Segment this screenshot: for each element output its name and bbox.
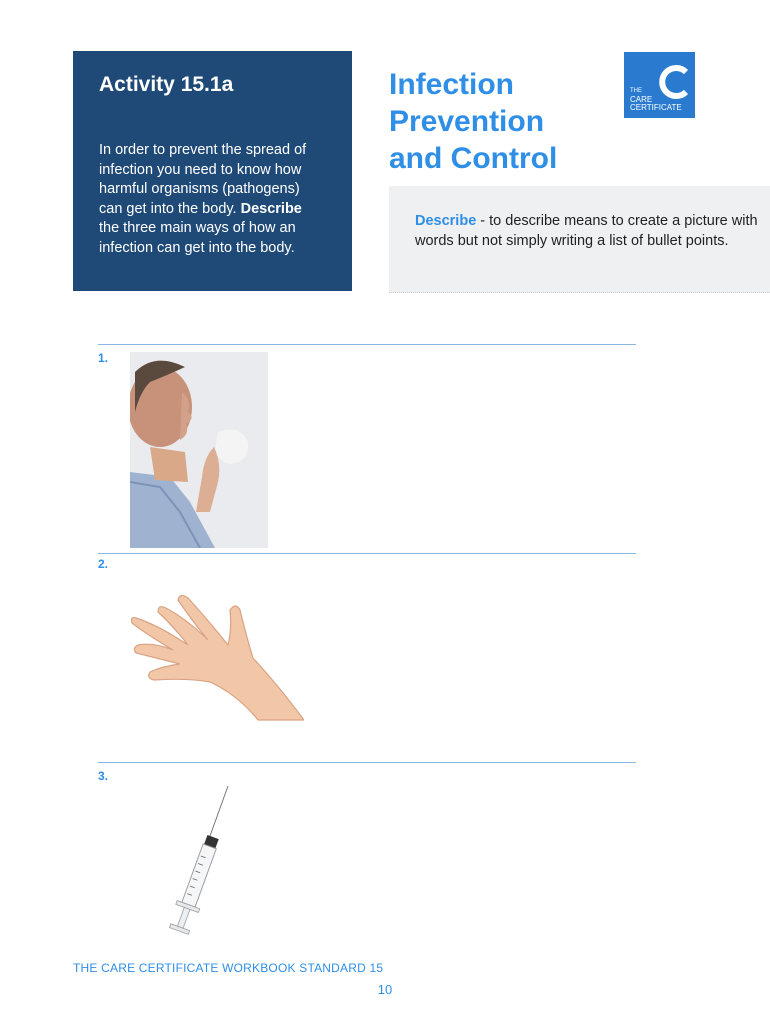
answer-1-number: 1. bbox=[98, 351, 109, 365]
page-title-line-1: Infection bbox=[389, 68, 514, 101]
logo-care-text: CARE bbox=[630, 95, 653, 104]
sneezing-man-image bbox=[130, 352, 268, 548]
describe-keyword: Describe bbox=[415, 213, 477, 229]
answer-3-rule bbox=[98, 762, 636, 763]
syringe-image bbox=[160, 784, 234, 940]
answer-2-number: 2. bbox=[98, 557, 109, 571]
page-title-line-3: and Control bbox=[389, 142, 558, 175]
answer-2-rule bbox=[98, 553, 636, 554]
logo-small-text: THE bbox=[630, 88, 642, 94]
page-title-line-2: Prevention bbox=[389, 105, 545, 138]
open-hand-image bbox=[128, 590, 304, 722]
logo-certificate-text: CERTIFICATE bbox=[630, 103, 682, 112]
answer-1-rule bbox=[98, 344, 636, 345]
activity-text-after: the three main ways of how an infection can get into the body. bbox=[99, 220, 296, 256]
activity-text-before: In order to prevent the spread of infection you need to know how harmful organisms (pathogens) can get into the body. bbox=[99, 142, 307, 217]
page-number: 10 bbox=[377, 982, 393, 997]
care-certificate-logo bbox=[624, 52, 695, 118]
footer-text: THE CARE CERTIFICATE WORKBOOK STANDARD 15 bbox=[73, 961, 384, 975]
activity-instructions bbox=[99, 141, 326, 258]
activity-text-bold: Describe bbox=[240, 200, 302, 217]
answer-3-number: 3. bbox=[98, 769, 109, 783]
activity-box bbox=[73, 51, 352, 291]
page-title bbox=[389, 66, 619, 177]
describe-definition: - to describe means to create a picture with words but not simply writing a list of bullet points. bbox=[415, 213, 758, 249]
describe-note bbox=[389, 186, 770, 293]
activity-title: Activity 15.1a bbox=[99, 73, 234, 96]
